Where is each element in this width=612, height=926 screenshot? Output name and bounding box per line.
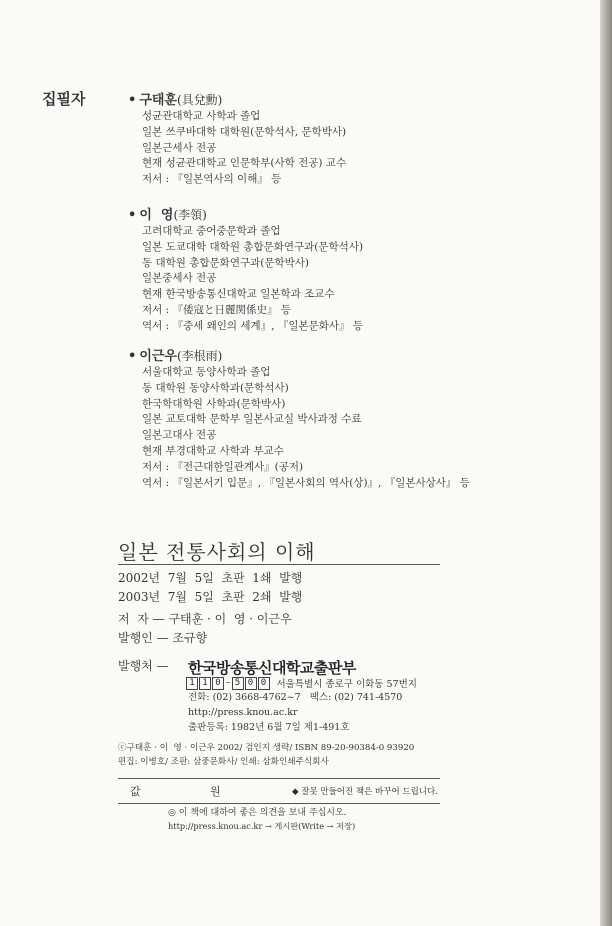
author-entry-3 (128, 348, 470, 491)
phone-fax: 전화: (02) 3668-4762~7 팩스: (02) 741-4570 (188, 692, 403, 703)
edition-line-2: 2003년 7월 5일 초판 2쇄 발행 (118, 590, 303, 604)
zip-digit: 0 (245, 677, 257, 690)
address: 서울특별시 종로구 이화동 57번지 (276, 679, 417, 690)
credits-line: 편집: 이병호/ 조판: 삼중문화사/ 인쇄: 삼화인쇄주식회사 (118, 757, 329, 767)
author-hanja: (具兌勳) (177, 93, 223, 107)
book-title: 일본 전통사회의 이해 (118, 540, 316, 564)
bio-line: 동 대학원 총합문화연구과(문학박사) (142, 256, 310, 269)
zip-digit: 0 (258, 677, 270, 690)
bio-line: 현재 부경대학교 사학과 부교수 (142, 444, 284, 457)
bullet: • (128, 349, 137, 364)
zip-digit: 0 (212, 677, 224, 690)
zip-digit: 1 (186, 677, 198, 690)
author-bio (142, 109, 346, 188)
publisher-label: 발행처 — (118, 659, 169, 673)
publisher-logo: 한국방송통신대학교출판부 (188, 659, 356, 677)
author-name: • 구태훈(具兌勳) (128, 93, 223, 108)
bio-line: 일본 도쿄대학 대학원 총합문화연구과(문학석사) (142, 240, 364, 253)
bio-line: 현재 성균관대학교 인문학부(사학 전공) 교수 (142, 157, 347, 170)
title-rule (118, 564, 440, 565)
edition-line-1: 2002년 7월 5일 초판 1쇄 발행 (118, 571, 303, 585)
bio-line: 고려대학교 중어중문학과 졸업 (142, 225, 281, 237)
postal-code (186, 676, 417, 690)
authors-line: 저 자 — 구태훈 · 이 영 · 이근우 (118, 612, 292, 626)
copyright-line: ⓒ구태훈 · 이 영 · 이근우 2002/ 검인지 생략/ ISBN 89-20-90384-0 93920 (118, 743, 415, 753)
author-bio (142, 224, 363, 335)
bio-line: 저서 : 『일본역사의 이해』 등 (142, 173, 282, 186)
author-hanja: (李根雨) (177, 349, 223, 363)
author-hanja: (李領) (173, 208, 207, 222)
bio-line: 한국학대학원 사학과(문학박사) (142, 397, 286, 410)
bio-line: 일본고대사 전공 (142, 429, 217, 442)
bio-line: 서울대학교 동양사학과 졸업 (142, 366, 271, 378)
bio-line: 현재 한국방송통신대학교 일본학과 조교수 (142, 288, 335, 301)
author-entry-2 (128, 207, 363, 335)
author-bio (142, 365, 470, 491)
registration: 출판등록: 1982년 6월 7일 제1-491호 (188, 722, 350, 733)
price-unit: 원 (210, 785, 221, 798)
bio-line: 일본 교토대학 문학부 일본사교실 박사과정 수료 (142, 413, 362, 426)
page-edge (600, 0, 612, 926)
issuer-line: 발행인 — 조규향 (118, 631, 208, 645)
feedback-line-2: http://press.knou.ac.kr → 게시판(Write → 저장) (168, 821, 356, 831)
bio-line: 저서 : 『전근대한일관계사』(공저) (142, 460, 304, 473)
author-entry-1 (128, 92, 346, 188)
bio-line: 역서 : 『일본서기 입문』, 『일본사회의 역사(상)』, 『일본사상사』 등 (142, 476, 470, 489)
website-url: http://press.knou.ac.kr (188, 707, 298, 718)
bio-line: 동 대학원 동양사학과(문학석사) (142, 381, 289, 394)
bio-line: 역서 : 『중세 왜인의 세계』, 『일본문화사』 등 (142, 319, 364, 332)
bio-line: 성균관대학교 사학과 졸업 (142, 110, 261, 122)
price-box (118, 778, 440, 804)
author-name: • 이 영(李領) (128, 208, 207, 223)
feedback-line-1: ◎ 이 책에 대하여 좋은 의견을 보내 주십시오. (168, 808, 347, 818)
zip-digit: 5 (232, 677, 244, 690)
author-name: • 이근우(李根雨) (128, 349, 223, 364)
bio-line: 저서 : 『倭寇と日麗関係史』 등 (142, 303, 291, 316)
bio-line: 일본근세사 전공 (142, 141, 217, 154)
return-note: ◆ 잘못 만들어진 책은 바꾸어 드립니다. (292, 787, 438, 797)
authors-heading: 집필자 (42, 90, 86, 108)
zip-dash: – (226, 678, 231, 688)
bio-line: 일본 쓰쿠바대학 대학원(문학석사, 문학박사) (142, 125, 347, 138)
zip-digit: 1 (199, 677, 211, 690)
bullet: • (128, 208, 137, 223)
bio-line: 일본중세사 전공 (142, 272, 217, 285)
price-label: 값 (130, 785, 141, 798)
bullet: • (128, 93, 137, 108)
